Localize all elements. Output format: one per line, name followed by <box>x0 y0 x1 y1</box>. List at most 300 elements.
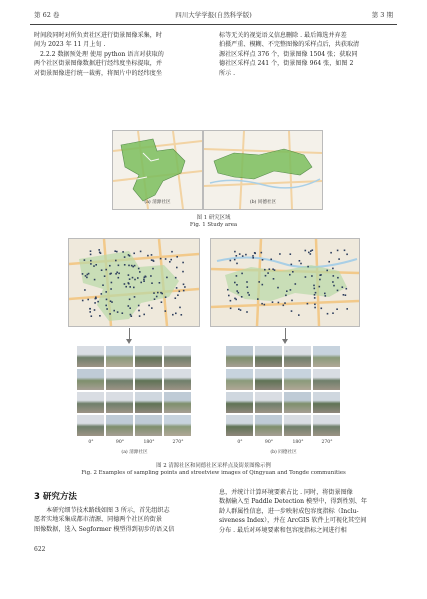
sampling-point <box>262 259 264 261</box>
sampling-point <box>125 286 127 288</box>
sampling-point <box>325 295 327 297</box>
sampling-point <box>151 259 153 261</box>
text-line: 德社区采样点 241 个，街景图像 964 张，如图 2 <box>219 60 354 68</box>
sampling-point <box>143 279 145 281</box>
sampling-point <box>254 252 256 254</box>
streetview-thumbnail <box>106 346 133 367</box>
arrow-down-right-icon <box>282 339 288 344</box>
angle-label: 180° <box>143 440 155 445</box>
sampling-point <box>160 258 162 260</box>
sampling-point <box>140 282 142 284</box>
sampling-point <box>87 274 89 276</box>
streetview-thumbnail <box>284 369 311 390</box>
text-line: 龄人群属性信息，进一步映射成包容度指标（Inclu- <box>219 507 359 515</box>
angle-label: 0° <box>237 440 243 445</box>
sampling-point <box>159 282 161 284</box>
sampling-point <box>333 275 335 277</box>
figure2-caption-zh: 图 2 清源社区和同德社区采样点及街景图像示例 <box>156 463 271 469</box>
sampling-point <box>264 304 266 306</box>
sampling-point <box>245 254 247 256</box>
text-line: 两个社区街景图像数据进行经纬度坐标提取，并 <box>34 60 162 68</box>
sampling-point <box>152 268 154 270</box>
sampling-point <box>86 277 88 279</box>
figure1-caption-en: Fig. 1 Study area <box>189 222 238 228</box>
text-line: 图像数据，选入 Segformer 模型得到初步的语义信 <box>34 525 175 533</box>
sampling-point <box>130 314 132 316</box>
sampling-point <box>176 287 178 289</box>
streetview-thumbnail <box>255 369 282 390</box>
sampling-point <box>151 282 153 284</box>
sampling-point <box>289 274 291 276</box>
sampling-point <box>171 251 173 253</box>
sampling-point <box>110 288 112 290</box>
sampling-point <box>277 287 279 289</box>
sampling-point <box>102 284 104 286</box>
sampling-point <box>273 278 275 280</box>
sampling-point <box>129 278 131 280</box>
sampling-point <box>236 263 238 265</box>
sampling-point <box>283 305 285 307</box>
sampling-point <box>166 277 168 279</box>
streetview-thumbnail <box>164 415 191 436</box>
sampling-point <box>242 255 244 257</box>
figure1-caption-zh: 图 1 研究区域 <box>196 215 231 221</box>
angle-label: 0° <box>88 440 94 445</box>
streetview-thumbnail <box>77 415 104 436</box>
streetview-thumbnail <box>135 346 162 367</box>
sampling-point <box>143 314 145 316</box>
sampling-point <box>93 265 95 267</box>
sampling-point <box>157 292 159 294</box>
sampling-point <box>336 308 338 310</box>
sampling-point <box>176 267 178 269</box>
sampling-point <box>147 255 149 257</box>
sampling-point <box>236 290 238 292</box>
arrow-down-left-icon <box>126 339 132 344</box>
streetview-thumbnail <box>313 369 340 390</box>
sampling-point <box>109 313 111 315</box>
streetview-thumbnail <box>77 392 104 413</box>
sampling-point <box>314 297 316 299</box>
arrow-shaft-left <box>129 328 130 339</box>
sampling-point <box>153 260 155 262</box>
streetview-thumbnail <box>135 392 162 413</box>
sampling-point <box>236 255 238 257</box>
sampling-point <box>116 251 118 253</box>
sampling-point <box>272 268 274 270</box>
angle-labels-tongde <box>226 440 341 448</box>
sampling-point <box>143 280 145 282</box>
text-line: siveness Index），并在 ArcGIS 软件上可视化其空间 <box>219 517 367 525</box>
sampling-point <box>129 299 131 301</box>
sampling-point <box>116 272 118 274</box>
header-rule <box>30 24 397 25</box>
left-column-bottom <box>34 506 174 534</box>
sampling-point <box>133 287 135 289</box>
figure2-sublabel-b: (b) 同德社区 <box>270 450 297 455</box>
sampling-point <box>337 277 339 279</box>
sampling-point <box>111 282 113 284</box>
sampling-point <box>344 250 346 252</box>
sampling-point <box>332 312 334 314</box>
sampling-point <box>315 292 317 294</box>
sampling-point <box>170 259 172 261</box>
sampling-point <box>138 310 140 312</box>
sampling-point <box>278 302 280 304</box>
sampling-point <box>110 300 112 302</box>
sampling-point <box>101 293 103 295</box>
sampling-point <box>175 277 177 279</box>
sampling-point <box>313 285 315 287</box>
sampling-point <box>131 265 133 267</box>
sampling-point <box>342 286 344 288</box>
sampling-point <box>117 311 119 313</box>
sampling-point <box>246 281 248 283</box>
sampling-point <box>261 252 263 254</box>
sampling-point <box>326 270 328 272</box>
sampling-point <box>177 294 179 296</box>
sampling-point <box>321 308 323 310</box>
sampling-point <box>140 251 142 253</box>
sampling-point <box>94 279 96 281</box>
sampling-point <box>312 249 314 251</box>
sampling-point <box>284 302 286 304</box>
sampling-point <box>319 286 321 288</box>
sampling-point <box>257 298 259 300</box>
sampling-point <box>111 301 113 303</box>
sampling-point <box>124 283 126 285</box>
streetview-thumbnail <box>284 392 311 413</box>
sampling-point <box>153 292 155 294</box>
sampling-point <box>165 258 167 260</box>
qingyuan-boundary-map <box>113 131 202 209</box>
sampling-point <box>110 273 112 275</box>
text-line: 标等无关的视觉语义信息删除 . 最后筛选并弃差 <box>219 32 347 39</box>
sampling-point <box>261 303 263 305</box>
sampling-point <box>124 256 126 258</box>
sampling-point <box>97 301 99 303</box>
sampling-point <box>137 277 139 279</box>
sampling-point <box>308 252 310 254</box>
sampling-point <box>305 276 307 278</box>
sampling-point <box>264 269 266 271</box>
sampling-point <box>234 282 236 284</box>
sampling-point <box>274 269 276 271</box>
sampling-point <box>285 295 287 297</box>
sampling-point <box>228 295 230 297</box>
angle-label: 180° <box>292 440 304 445</box>
sampling-point <box>94 302 96 304</box>
streetview-thumbnail <box>226 415 253 436</box>
sampling-point <box>139 315 141 317</box>
sampling-point <box>133 253 135 255</box>
sampling-point <box>307 303 309 305</box>
sampling-point <box>346 288 348 290</box>
sampling-point <box>129 307 131 309</box>
sampling-point <box>310 250 312 252</box>
sampling-point <box>183 290 185 292</box>
sampling-point <box>105 269 107 271</box>
text-line: 所示 . <box>219 69 236 77</box>
sampling-point <box>328 261 330 263</box>
text-line: 对街景图像进行统一裁剪，将图片中的经纬度坐 <box>34 69 162 77</box>
figure1-sublabel-b: (b) 同德社区 <box>249 200 277 205</box>
sampling-point <box>241 273 243 275</box>
streetview-thumbnail <box>255 392 282 413</box>
sampling-point <box>101 269 103 271</box>
sampling-point <box>314 288 316 290</box>
sampling-point <box>109 265 111 267</box>
sampling-point <box>182 262 184 264</box>
sampling-point <box>330 252 332 254</box>
qingyuan-sampling-map <box>69 239 199 326</box>
sampling-point <box>139 271 141 273</box>
angle-label: 90° <box>264 440 274 445</box>
sampling-point <box>95 264 97 266</box>
sampling-point <box>138 268 140 270</box>
sampling-point <box>106 308 108 310</box>
sampling-point <box>95 297 97 299</box>
sampling-point <box>106 299 108 301</box>
sampling-point <box>230 308 232 310</box>
sampling-point <box>156 296 158 298</box>
sampling-point <box>295 283 297 285</box>
sampling-point <box>179 307 181 309</box>
sampling-point <box>161 301 163 303</box>
sampling-point <box>128 254 130 256</box>
sampling-point <box>138 305 140 307</box>
tongde-boundary-map <box>204 131 322 209</box>
sampling-point <box>332 268 334 270</box>
sampling-point <box>128 305 130 307</box>
text-line: 本研究细节技术路线如图 3 所示，首先组织志 <box>46 507 170 514</box>
sampling-point <box>240 309 242 311</box>
angle-label: 270° <box>172 440 184 445</box>
sampling-point <box>311 275 313 277</box>
sampling-point <box>262 284 264 286</box>
sampling-point <box>332 281 334 283</box>
sampling-point <box>94 309 96 311</box>
text-line: 分布 . 最后对环境要素和包容度指标之间进行相 <box>219 526 347 534</box>
sampling-point <box>104 275 106 277</box>
angle-label: 270° <box>321 440 333 445</box>
streetview-thumbnail <box>313 346 340 367</box>
sampling-point <box>151 307 153 309</box>
angle-label: 90° <box>115 440 125 445</box>
sampling-point <box>345 294 347 296</box>
streetview-thumbnail <box>135 415 162 436</box>
sampling-point <box>105 305 107 307</box>
figure2-map-tongde <box>210 238 360 327</box>
sampling-point <box>160 292 162 294</box>
running-header-issue: 第 3 期 <box>371 11 393 19</box>
sampling-point <box>291 310 293 312</box>
sampling-point <box>292 271 294 273</box>
text-line: 息，并统计计算环境要素占比 . 同时，将街景图像 <box>219 489 353 496</box>
sampling-point <box>124 264 126 266</box>
sampling-point <box>272 301 274 303</box>
streetview-grid-qingyuan <box>77 346 192 438</box>
arrow-shaft-right <box>285 328 286 339</box>
sampling-point <box>128 274 130 276</box>
sampling-point <box>252 255 254 257</box>
streetview-thumbnail <box>226 346 253 367</box>
running-header-volume: 第 62 卷 <box>34 11 60 19</box>
sampling-point <box>148 305 150 307</box>
sampling-point <box>114 250 116 252</box>
streetview-grid-tongde <box>226 346 341 438</box>
sampling-point <box>291 300 293 302</box>
sampling-point <box>314 294 316 296</box>
text-line: 拍摄严重、模糊、不完整图像的采样点后，共获取清 <box>219 41 360 49</box>
sampling-point <box>99 252 101 254</box>
sampling-point <box>320 274 322 276</box>
sampling-point <box>82 273 84 275</box>
sampling-point <box>132 266 134 268</box>
sampling-point <box>314 307 316 309</box>
sampling-point <box>247 286 249 288</box>
sampling-point <box>90 250 92 252</box>
sampling-point <box>128 282 130 284</box>
sampling-point <box>122 251 124 253</box>
sampling-point <box>134 265 136 267</box>
sampling-point <box>270 259 272 261</box>
figure2-caption-en: Fig. 2 Examples of sampling points and streetview images of Qingyuan and Tongde communities <box>81 470 346 476</box>
sampling-point <box>122 312 124 314</box>
sampling-point <box>84 259 86 261</box>
streetview-thumbnail <box>255 415 282 436</box>
sampling-point <box>234 251 236 253</box>
sampling-point <box>175 297 177 299</box>
page-number: 622 <box>34 546 46 553</box>
sampling-point <box>238 308 240 310</box>
text-line: 源社区采样点 376 个，街景图像 1504 张；获取同 <box>219 50 358 58</box>
figure2-sublabel-a: (a) 清源社区 <box>121 450 148 455</box>
sampling-point <box>319 279 321 281</box>
streetview-thumbnail <box>135 369 162 390</box>
sampling-point <box>169 261 171 263</box>
sampling-point <box>113 310 115 312</box>
sampling-point <box>246 311 248 313</box>
sampling-point <box>346 308 348 310</box>
sampling-point <box>234 259 236 261</box>
sampling-point <box>150 275 152 277</box>
sampling-point <box>99 315 101 317</box>
streetview-thumbnail <box>106 392 133 413</box>
sampling-point <box>118 265 120 267</box>
sampling-point <box>82 300 84 302</box>
sampling-point <box>291 264 293 266</box>
sampling-point <box>115 260 117 262</box>
streetview-thumbnail <box>226 369 253 390</box>
streetview-thumbnail <box>226 392 253 413</box>
text-line: 2.2.2 数据预处理 使用 python 语言对获取的 <box>40 50 164 58</box>
sampling-point <box>258 281 260 283</box>
tongde-sampling-map <box>211 239 359 326</box>
sampling-point <box>267 272 269 274</box>
figure1-map-tongde <box>203 130 323 210</box>
sampling-point <box>183 284 185 286</box>
sampling-point <box>90 254 92 256</box>
figure1-sublabel-a: (a) 清源社区 <box>144 200 171 205</box>
streetview-thumbnail <box>313 392 340 413</box>
figure1-map-qingyuan <box>112 130 203 210</box>
sampling-point <box>165 296 167 298</box>
sampling-point <box>238 292 240 294</box>
sampling-point <box>346 254 348 256</box>
sampling-point <box>98 249 100 251</box>
streetview-thumbnail <box>164 346 191 367</box>
sampling-point <box>87 299 89 301</box>
sampling-point <box>230 300 232 302</box>
sampling-point <box>181 314 183 316</box>
sampling-point <box>305 250 307 252</box>
sampling-point <box>343 294 345 296</box>
sampling-point <box>236 275 238 277</box>
sampling-point <box>132 277 134 279</box>
sampling-point <box>91 315 93 317</box>
sampling-point <box>310 253 312 255</box>
sampling-point <box>241 296 243 298</box>
text-line: 愿者实地采集成都市清源、同德两个社区的街景 <box>34 516 162 524</box>
streetview-thumbnail <box>284 346 311 367</box>
sampling-point <box>230 260 232 262</box>
sampling-point <box>269 268 271 270</box>
sampling-point <box>182 271 184 273</box>
streetview-thumbnail <box>106 415 133 436</box>
sampling-point <box>248 294 250 296</box>
streetview-thumbnail <box>77 369 104 390</box>
sampling-point <box>234 298 236 300</box>
sampling-point <box>247 292 249 294</box>
sampling-point <box>265 275 267 277</box>
sampling-point <box>337 250 339 252</box>
streetview-thumbnail <box>255 346 282 367</box>
sampling-point <box>337 290 339 292</box>
sampling-point <box>327 313 329 315</box>
text-line: 时间段同时对所负责社区进行街景图像采集，时 <box>34 32 162 39</box>
streetview-thumbnail <box>313 415 340 436</box>
sampling-point <box>118 273 120 275</box>
angle-labels-qingyuan <box>77 440 192 448</box>
running-header-journal: 四川大学学报(自然科学版) <box>175 11 252 19</box>
sampling-point <box>90 263 92 265</box>
sampling-point <box>134 279 136 281</box>
sampling-point <box>333 285 335 287</box>
sampling-point <box>179 291 181 293</box>
sampling-point <box>307 266 309 268</box>
sampling-point <box>105 291 107 293</box>
sampling-point <box>90 260 92 262</box>
streetview-thumbnail <box>77 346 104 367</box>
streetview-thumbnail <box>164 392 191 413</box>
sampling-point <box>115 273 117 275</box>
sampling-point <box>324 293 326 295</box>
streetview-thumbnail <box>284 415 311 436</box>
sampling-point <box>279 253 281 255</box>
right-column-bottom <box>219 488 367 535</box>
sampling-point <box>118 277 120 279</box>
sampling-point <box>89 308 91 310</box>
sampling-point <box>84 289 86 291</box>
sampling-point <box>299 260 301 262</box>
text-line: 间为 2023 年 11 月上旬 . <box>34 41 106 49</box>
sampling-point <box>154 298 156 300</box>
sampling-point <box>175 313 177 315</box>
section-heading: 3 研究方法 <box>34 492 77 502</box>
sampling-point <box>131 315 133 317</box>
text-line: 数据输入至 Paddle Detection 模型中，得到性别、年 <box>219 498 367 506</box>
